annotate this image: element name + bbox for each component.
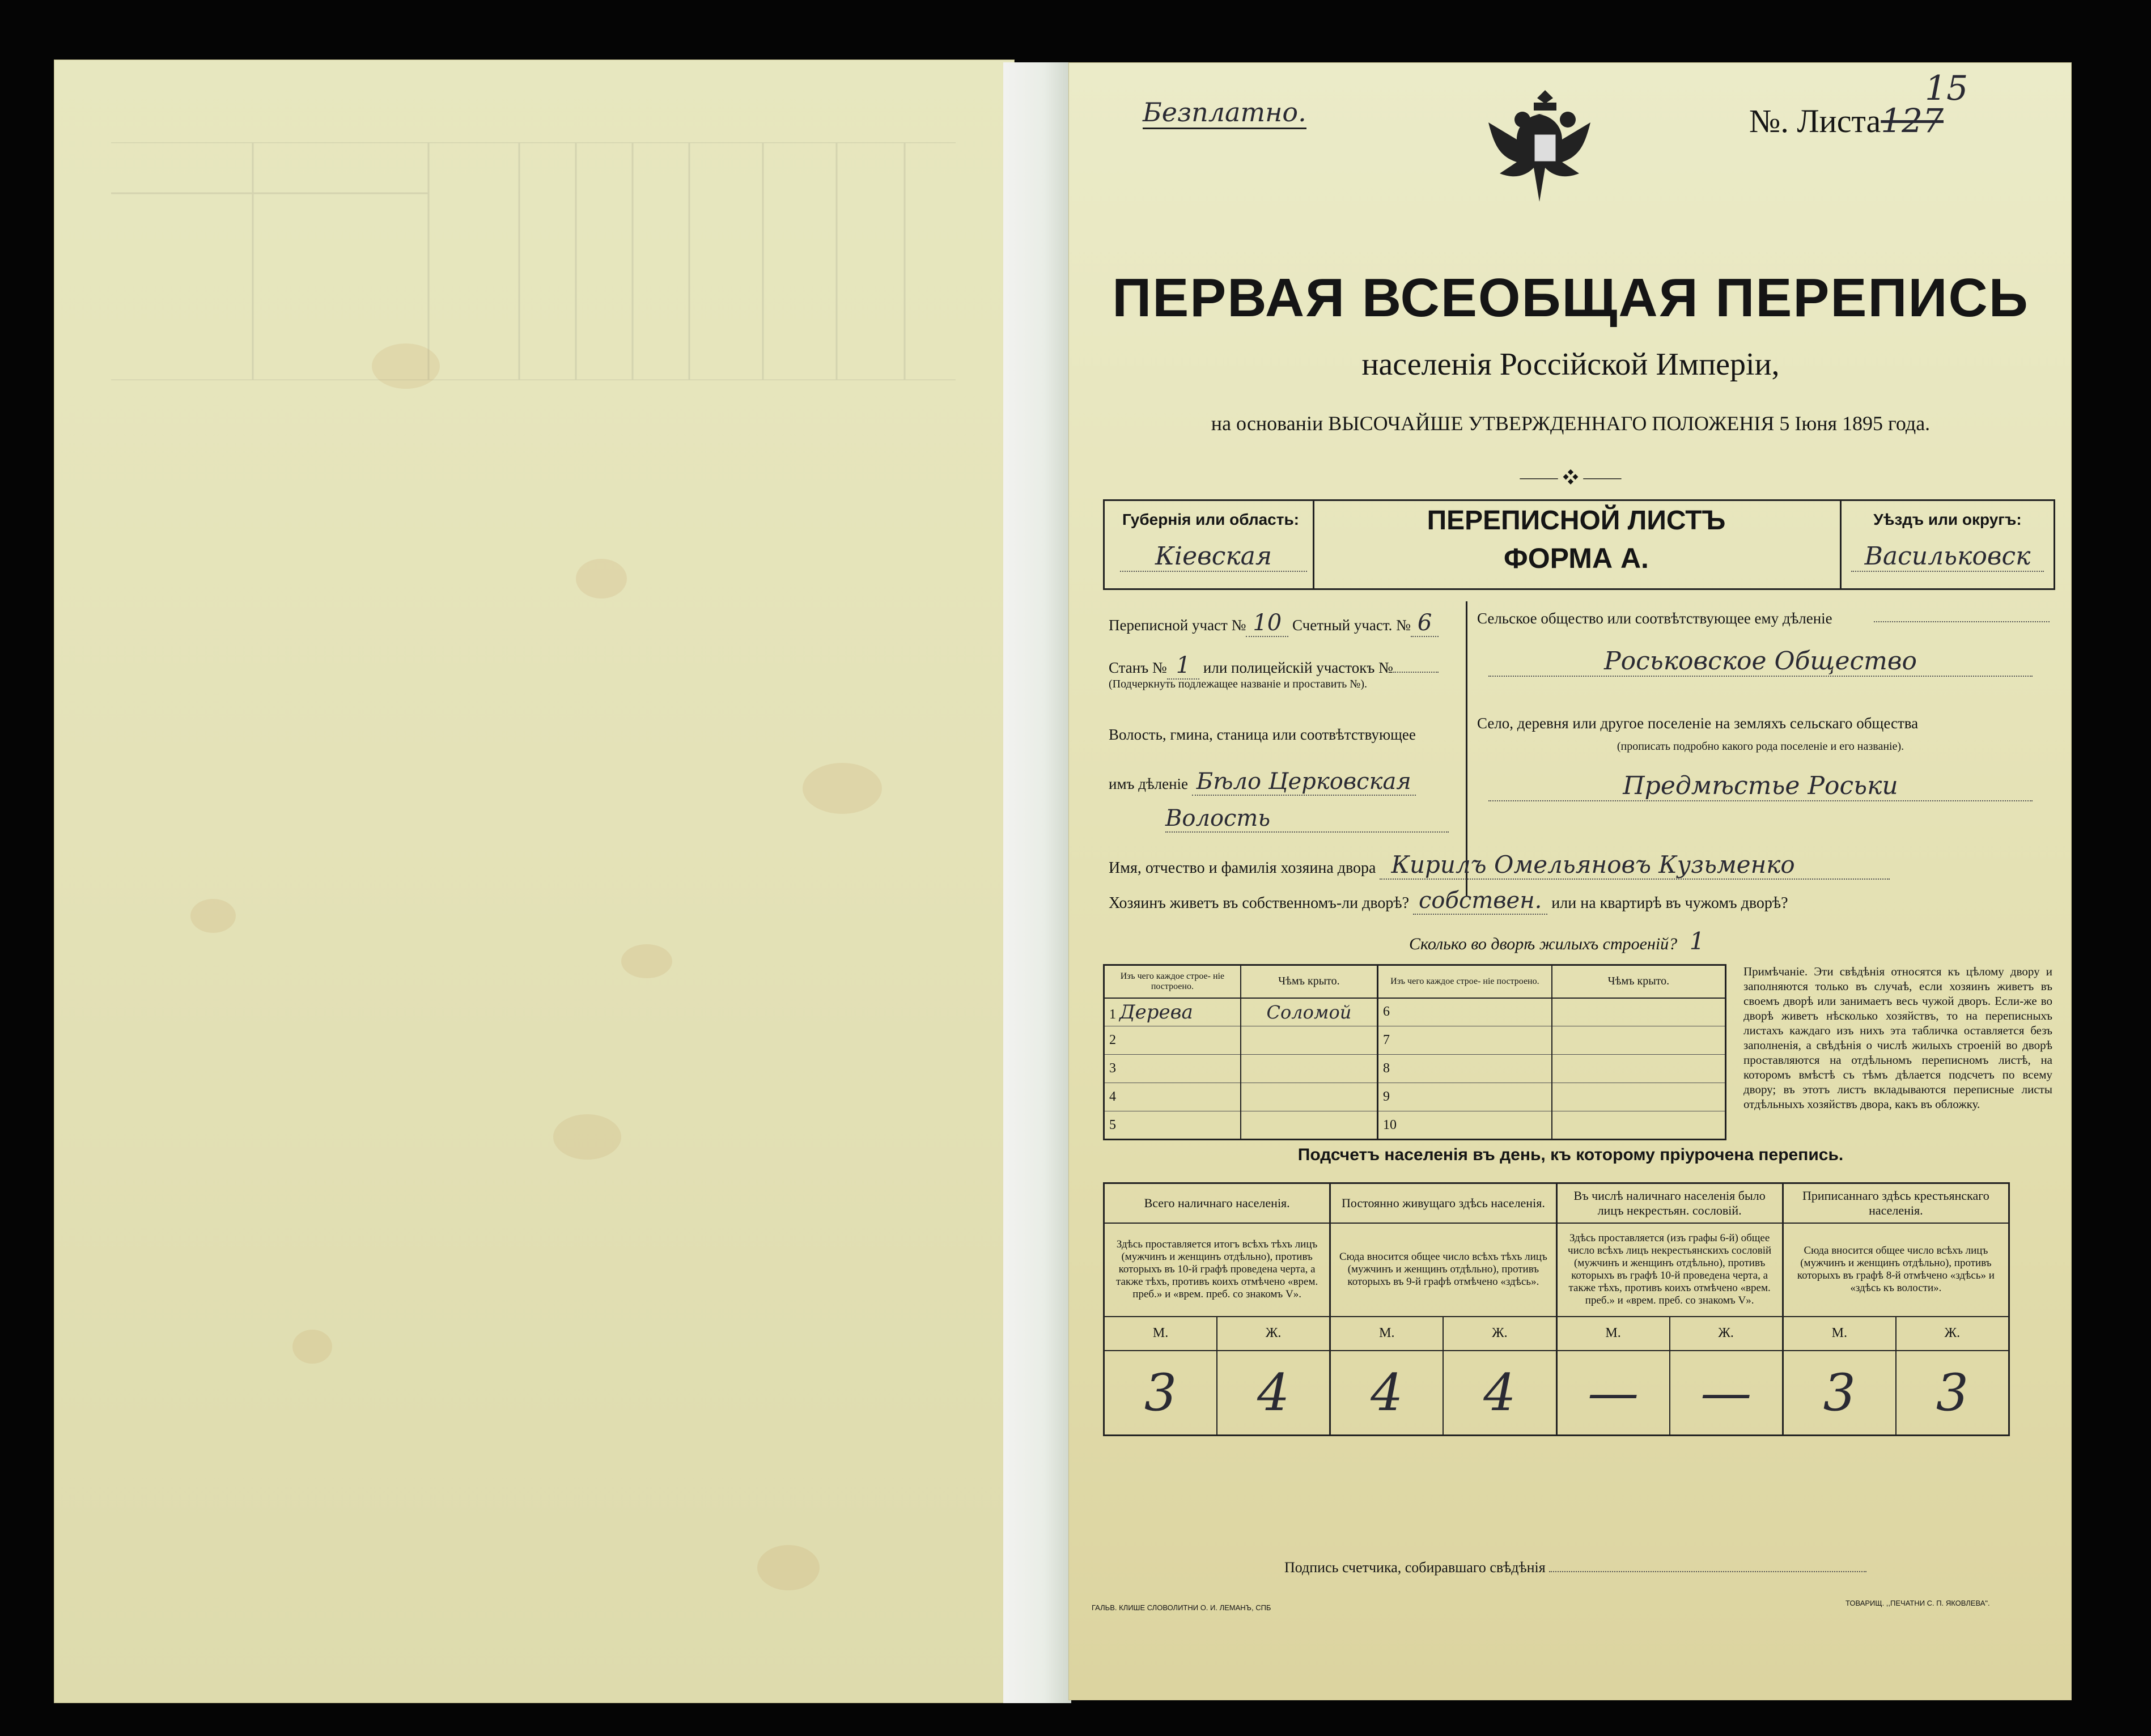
sheet-number-label: №. Листа127 <box>1749 101 1944 140</box>
gubernia-value: Кіевская <box>1120 542 1307 572</box>
village-value: Предмѣстье Роськи <box>1488 771 2033 801</box>
village-note: (прописать подробно какого рода поселеніе и его названіе). <box>1617 740 1904 753</box>
census-district-field: Переписной участ № 10 Счетный участ. № 6 <box>1109 610 1439 636</box>
population-values-row: 3 4 4 4 — — 3 3 <box>1104 1351 2009 1436</box>
table-row: 1 Дерева Соломой 6 <box>1104 998 1726 1026</box>
owner-residence-field: Хозяинъ живетъ въ собственномъ-ли дворѣ? собствен. или на квартирѣ въ чужомъ дворѣ? <box>1109 888 1788 914</box>
population-table: Всего наличнаго населенія. Постоянно живущаго здѣсь населенія. Въ числѣ наличнаго населенія было лицъ некрестьян. сословій. Приписаннаго здѣсь крестьянскаго населенія. Здѣсь проставляется итогъ всѣхъ тѣхъ лицъ (мужчинъ и женщинъ отдѣльно), противъ которыхъ въ 10-й графѣ проведена черта, а также тѣхъ, противъ коихъ отмѣчено «врем. преб.» и «врем. преб. со знакомъ V». Сюда вносится общее число всѣхъ тѣхъ лицъ (мужчинъ и женщинъ отдѣльно), противъ которыхъ въ 9-й графѣ отмѣчено «здѣсь». Здѣсь проставляется (изъ графы 6-й) общее число всѣхъ лицъ некрестьянскихъ сословій (мужчинъ и женщинъ отдѣльно), противъ которыхъ въ графѣ 10-й проведена черта, а также тѣхъ, противъ коихъ отмѣчено «врем. преб.» и «врем. преб. со знакомъ V». Сюда вносится общее число всѣхъ лицъ (мужчинъ и женщинъ отдѣльно), противъ которыхъ въ графѣ 8-й отмѣчено «здѣсь» и «здѣсь къ волости». М. Ж. М. Ж. М. Ж. М. Ж. 3 4 4 4 — — 3 3 <box>1103 1182 2010 1436</box>
table-row: 2 7 <box>1104 1026 1726 1055</box>
stan-note: (Подчеркнуть подлежащее названіе и проставить №). <box>1109 678 1367 690</box>
uezd-value: Васильковск <box>1851 542 2044 572</box>
volost-value: Бѣло Церковская <box>1192 769 1416 796</box>
free-label: Безплатно. <box>1143 97 1306 129</box>
sheet-number-value: 127 <box>1881 101 1944 140</box>
society-value: Роськовское Общество <box>1488 647 2033 677</box>
volost-label: Волость, гмина, станица или соотвѣтствующее <box>1109 726 1416 743</box>
double-headed-eagle-emblem <box>1477 86 1613 205</box>
buildings-table: Изъ чего каждое строе- ніе построено. Чѣмъ крыто. Изъ чего каждое строе- ніе построено. Чѣмъ крыто. 1 Дерева Соломой 6 2 7 3 8 4 9 5 10 <box>1103 964 1726 1140</box>
buildings-count-field: Сколько во дворѣ жилыхъ строеній? 1 <box>1409 927 1712 955</box>
volost-field: имъ дѣленіе Бѣло Церковская <box>1109 769 1416 795</box>
form-title: ПЕРЕПИСНОЙ ЛИСТЪ <box>1427 506 1726 536</box>
signature-field: Подпись счетчика, собиравшаго свѣдѣнія <box>1284 1559 1866 1576</box>
uezd-label: Уѣздъ или округъ: <box>1873 511 2022 528</box>
owner-name-value: Кирилъ Омельяновъ Кузьменко <box>1380 851 1890 880</box>
form-letter: ФОРМА А. <box>1504 542 1649 574</box>
legal-basis: на основаніи ВЫСОЧАЙШЕ УТВЕРЖДЕННАГО ПОЛОЖЕНІЯ 5 Іюня 1895 года. <box>1211 412 1931 435</box>
folio-number: 15 <box>1925 69 1968 108</box>
population-heading: Подсчетъ населенія въ день, къ которому пріурочена перепись. <box>1297 1145 1844 1164</box>
village-label: Село, деревня или другое поселеніе на земляхъ сельскаго общества <box>1477 715 1919 732</box>
census-form-page <box>1068 62 2072 1700</box>
bleed-through-table <box>111 142 956 380</box>
table-row: 4 9 <box>1104 1083 1726 1111</box>
volost-value-2: Волость <box>1165 805 1449 833</box>
left-page <box>54 60 1015 1703</box>
remark-note: Примѣчаніе. Эти свѣдѣнія относятся къ цѣлому двору и заполняются только въ случаѣ, если хозяинъ живетъ въ своемъ дворѣ или занимаетъ весь чужой дворъ. Если-же во дворѣ живетъ нѣсколько хозяйствъ, то на переписныхъ листахъ каждаго изъ нихъ эта табличка оставляется безъ заполненія, а свѣдѣнія о числѣ жилыхъ строеній во дворѣ проставляются на отдѣльномъ переписномъ листѣ, на которомъ вмѣстѣ съ тѣмъ дѣлается подсчетъ по всему двору; въ этотъ листъ вкладываются переписные листы отдѣльныхъ хозяйствъ двора, какъ въ обложку. <box>1743 965 2052 1111</box>
binding-strip <box>1003 62 1071 1703</box>
ornament-divider: ⸻ ❖ ⸻ <box>1519 469 1622 487</box>
subtitle: населенія Россійской Имперіи, <box>1361 347 1780 382</box>
main-title: ПЕРВАЯ ВСЕОБЩАЯ ПЕРЕПИСЬ <box>1112 268 2029 328</box>
table-row: 3 8 <box>1104 1055 1726 1083</box>
buildings-count-value: 1 <box>1689 927 1705 955</box>
society-label: Сельское общество или соотвѣтствующее ему дѣленіе <box>1477 610 1832 627</box>
stan-field: Станъ № 1 или полицейскій участокъ № <box>1109 652 1439 678</box>
imprint-left: ГАЛЬВ. КЛИШЕ СЛОВОЛИТНИ О. И. ЛЕМАНЪ, СПБ <box>1092 1603 1271 1612</box>
imprint-right: ТОВАРИЩ. ,,ПЕЧАТНИ С. П. ЯКОВЛЕВА". <box>1845 1599 1990 1607</box>
owner-residence-value: собствен. <box>1413 888 1547 915</box>
owner-name-field: Имя, отчество и фамилія хозяина двора Кирилъ Омельяновъ Кузьменко <box>1109 851 1890 880</box>
gubernia-label: Губернія или область: <box>1122 511 1300 528</box>
table-row: 5 10 <box>1104 1111 1726 1140</box>
